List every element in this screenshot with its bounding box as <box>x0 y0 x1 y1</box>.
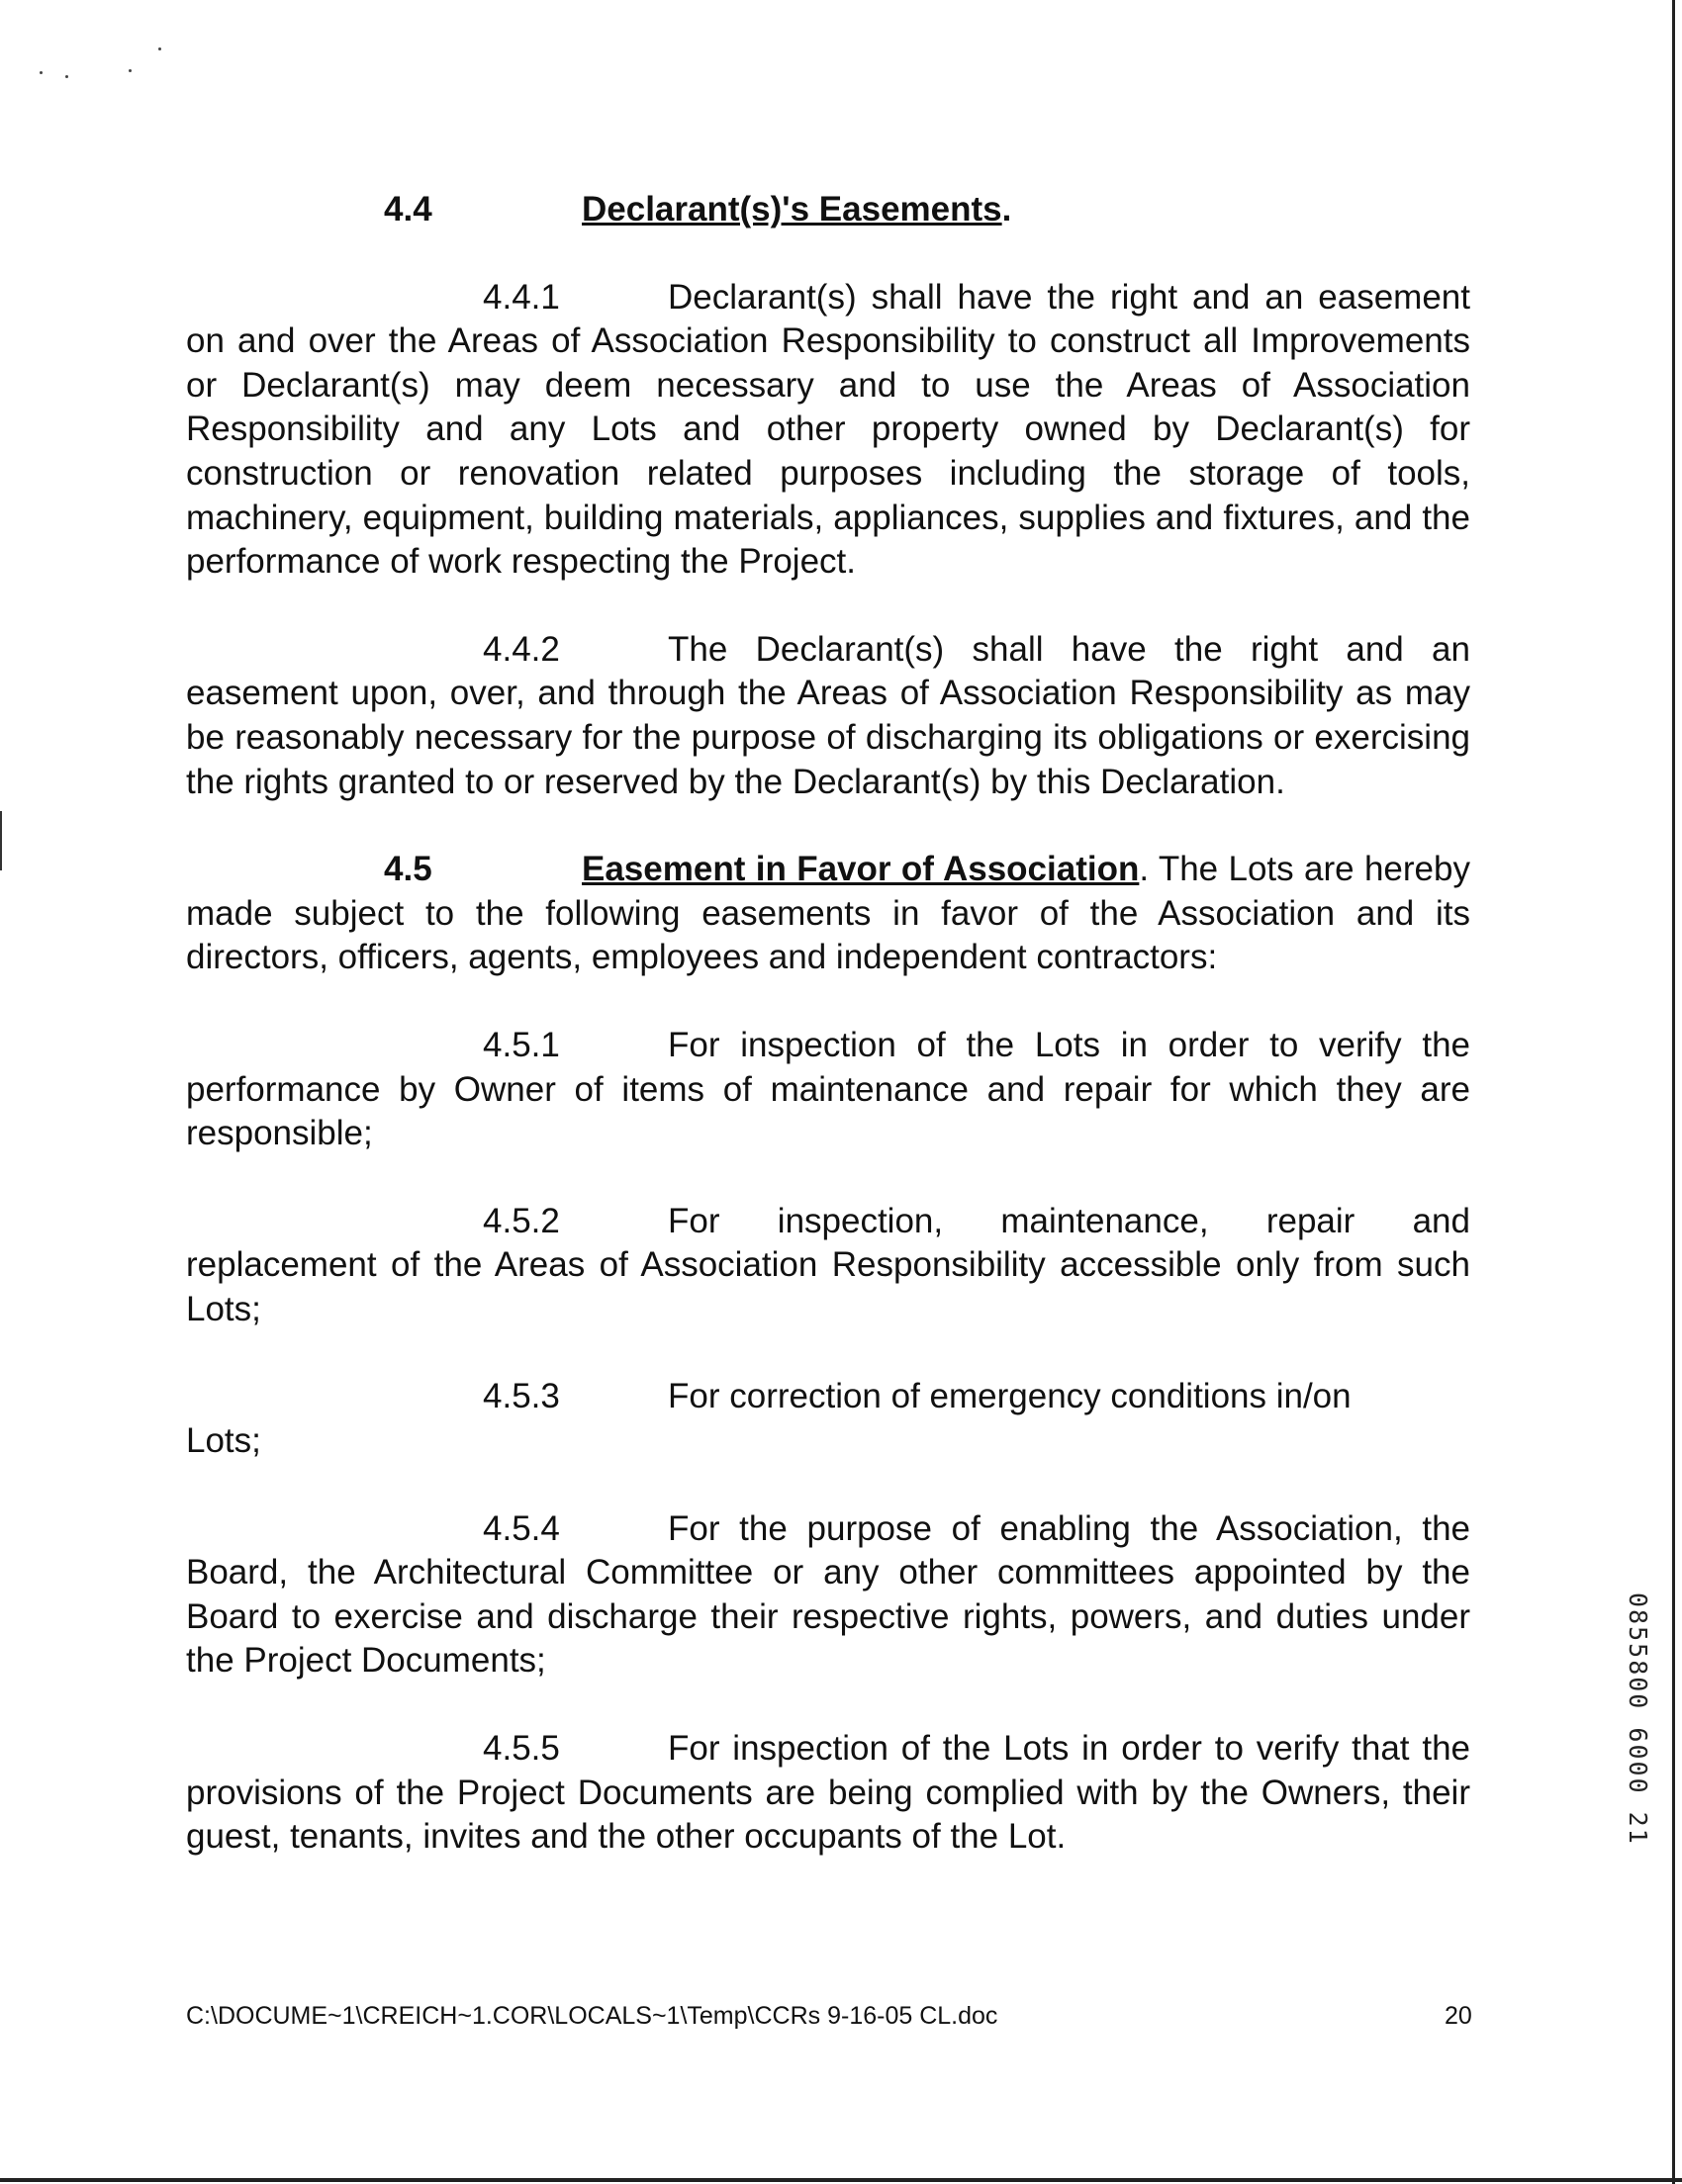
paragraph-text: For inspection, maintenance, repair and replacement of the Areas of Association Responsibility accessible only from such Lots; <box>186 1201 1470 1328</box>
paragraph-4-5-4 <box>186 1507 1470 1684</box>
paragraph-text: For inspection of the Lots in order to verify the performance by Owner of items of maintenance and repair for which they are responsible; <box>186 1025 1470 1153</box>
paragraph-text: For correction of emergency conditions in/on <box>668 1377 1352 1416</box>
footer-file-path: C:\DOCUME~1\CREICH~1.COR\LOCALS~1\Temp\CCRs 9-16-05 CL.doc <box>186 2002 998 2030</box>
bates-number: 0855800 6000 21 <box>1624 1592 1652 1846</box>
paragraph-number: 4.5.2 <box>483 1201 560 1240</box>
section-title-punct: . <box>1139 850 1150 889</box>
section-title: Easement in Favor of Association <box>582 850 1140 889</box>
section-heading-4-4 <box>186 188 1470 232</box>
scan-speck <box>158 47 161 50</box>
paragraph-text: For the purpose of enabling the Association, the Board, the Architectural Committee or any other committees appointed by the Board to exercise and discharge their respective rights, powers, and duties under the Project Documents; <box>186 1508 1470 1681</box>
section-heading-4-5 <box>384 850 1139 888</box>
section-number: 4.4 <box>384 190 432 228</box>
scan-speck <box>129 69 132 72</box>
paragraph-text: Declarant(s) shall have the right and an easement on and over the Areas of Association Responsibility to construct all Improvements or Declarant(s) may deem necessary and to use the Areas of Association Responsibility and any Lots and other property owned by Declarant(s) for construction or renovation related purposes including the storage of tools, machinery, equipment, building materials, appliances, supplies and fixtures, and the performance of work respecting the Project. <box>186 277 1470 582</box>
document-body <box>186 188 1470 1860</box>
section-paragraph-4-5 <box>186 848 1470 980</box>
paragraph-text: For inspection of the Lots in order to verify that the provisions of the Project Documents are being complied with by the Owners, their guest, tenants, invites and the other occupants of the Lot. <box>186 1729 1470 1857</box>
paragraph-number: 4.5.1 <box>483 1025 560 1064</box>
paragraph-4-5-2 <box>186 1200 1470 1332</box>
scan-speck <box>65 75 68 78</box>
section-text: The Lots are hereby made subject to the following easements in favor of the Association and its directors, officers, agents, employees and independent contractors: <box>186 850 1470 977</box>
paragraph-4-5-1 <box>186 1024 1470 1156</box>
paragraph-continuation: Lots; <box>186 1421 261 1461</box>
paragraph-4-5-5 <box>186 1727 1470 1860</box>
paragraph-4-4-2 <box>186 628 1470 804</box>
paragraph-number: 4.5.3 <box>483 1377 560 1416</box>
section-number: 4.5 <box>384 850 432 889</box>
paragraph-4-5-3 <box>186 1375 1470 1419</box>
bates-stamp <box>1625 1592 1652 1860</box>
paragraph-4-4-1 <box>186 276 1470 585</box>
section-title-punct: . <box>1001 190 1012 228</box>
scan-mark-left <box>0 811 2 870</box>
paragraph-number: 4.4.2 <box>483 629 560 669</box>
page-edge-bottom <box>0 2178 1682 2182</box>
paragraph-number: 4.4.1 <box>483 277 560 317</box>
page-number: 20 <box>1445 2002 1472 2030</box>
paragraph-number: 4.5.5 <box>483 1729 560 1769</box>
paragraph-text: The Declarant(s) shall have the right and an easement upon, over, and through the Areas of Association Responsibility as may be reasonably necessary for the purpose of discharging its obligations or exercising the rights granted to or reserved by the Declarant(s) by this Declaration. <box>186 629 1470 801</box>
page-edge-right <box>1672 0 1675 2184</box>
section-title: Declarant(s)'s Easements <box>582 190 1002 228</box>
scan-speck <box>40 71 43 74</box>
paragraph-number: 4.5.4 <box>483 1508 560 1548</box>
